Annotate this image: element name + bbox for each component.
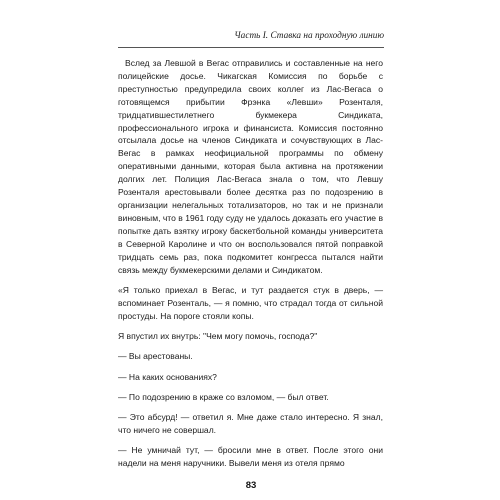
paragraph: — Это абсурд! — ответил я. Мне даже стало интересно. Я знал, что ничего не совершал. (118, 412, 383, 435)
paragraph: «Я только приехал в Вегас, и тут раздается стук в дверь, — вспоминает Розенталь, — я помню, что страдал тогда от сильной простуды. На пороге стояли копы. (118, 284, 383, 321)
paragraph: Вслед за Левшой в Вегас отправились и составленные на него полицейские досье. Чикагская Комиссия по борьбе с преступностью предупредила своих коллег из Лас-Вегаса о готовящемся прибытии Фрэнка «Левши» Розенталя, тридцатившестилетнего букмекера Синдиката, профессионального игрока и финансиста. Комиссия постоянно отсылала досье на членов Синдиката и сочувствующих в Лас-Вегас в рамках неофициальной программы по обмену оперативными данными, которая была активна на протяжении долгих лет. Полиция Лас-Вегаса знала о том, что Левшу Розенталя арестовывали более десятка раз по подозрению в организации нелегальных тотализаторов, но так и не признали виновным, что в 1961 году суду не удалось доказать его участие в попытке дать взятку игроку баскетбольной команды университета в Северной Каролине и что он воспользовался пятой поправкой тридцать семь раз, пока подкомитет конгресса пытался найти связь между букмекерскими делами и Синдикатом. (118, 58, 383, 275)
paragraph: — По подозрению в краже со взломом, — был ответ. (118, 391, 329, 402)
paragraph: — На каких основаниях? (118, 371, 217, 382)
running-head: Часть I. Ставка на проходную линию (234, 31, 384, 41)
page-number: 83 (245, 480, 257, 491)
paragraph: — Не умничай тут, — бросили мне в ответ. После этого они надели на меня наручники. Вывели меня из отеля прямо (118, 445, 383, 469)
header-rule (118, 47, 384, 48)
body-text (118, 57, 383, 470)
paragraph: — Вы арестованы. (118, 351, 193, 362)
paragraph: Я впустил их внутрь: "Чем могу помочь, господа?" (118, 330, 318, 341)
